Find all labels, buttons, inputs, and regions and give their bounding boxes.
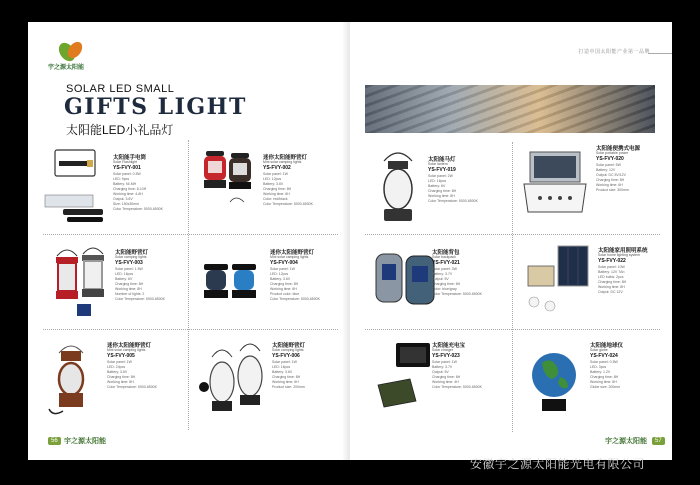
product-model: YS-FVY-002 bbox=[263, 165, 291, 171]
spec-line: Battery: 3.7V bbox=[432, 272, 453, 276]
product-title: 太阳能野营灯 bbox=[115, 250, 149, 256]
spec-line: Color: red/black bbox=[263, 197, 288, 201]
lantern-product-image bbox=[43, 337, 103, 427]
spec-line: Solar panel: 0.5W bbox=[590, 360, 618, 364]
spec-line: Charging time: 6H bbox=[432, 282, 461, 286]
product-card bbox=[198, 337, 343, 432]
product-subtitle: Solar charger bbox=[432, 348, 454, 352]
product-title: 太阳能便携式电源 bbox=[596, 146, 641, 152]
lantern-product-image bbox=[370, 147, 430, 232]
spec-line: Charging time: 8H bbox=[272, 375, 301, 379]
spec-line: Charging time: 8H bbox=[596, 178, 625, 182]
product-title: 太阳能手电筒 bbox=[113, 155, 147, 161]
solar-globe-product-image bbox=[520, 337, 590, 427]
camping-light-product-image bbox=[43, 242, 113, 327]
spec-line: Color Temperature: 5000-6500K bbox=[113, 207, 163, 211]
product-card bbox=[520, 242, 665, 327]
spec-line: Working time: 8H bbox=[115, 287, 142, 291]
flashlight-product-image bbox=[43, 147, 103, 232]
product-title: 太阳能地球仪 bbox=[590, 343, 624, 349]
spec-line: Charging time: 8H bbox=[590, 375, 619, 379]
product-specs bbox=[270, 267, 320, 302]
spec-line: Product color: blue bbox=[270, 292, 300, 296]
product-specs bbox=[263, 172, 313, 207]
product-card bbox=[520, 140, 665, 232]
product-model: YS-FVY-020 bbox=[596, 156, 624, 162]
spec-line: LED: 12pcs bbox=[263, 177, 282, 181]
product-card bbox=[43, 242, 188, 327]
product-specs bbox=[115, 267, 165, 302]
product-subtitle: Solar globe bbox=[590, 348, 608, 352]
spec-line: Output: DC 12V bbox=[598, 290, 623, 294]
spec-line: Charging time: 8H bbox=[598, 280, 627, 284]
product-subtitle: Mini solar camping lights bbox=[270, 255, 309, 259]
page-number: 56 bbox=[48, 437, 61, 445]
spec-line: Battery: 12V 7Ah bbox=[598, 270, 625, 274]
row-divider bbox=[43, 329, 338, 330]
spec-line: Battery: 12V bbox=[596, 168, 616, 172]
spec-line: Output: 5V bbox=[432, 277, 449, 281]
product-specs bbox=[432, 360, 482, 390]
spec-line: Working time: 6H bbox=[590, 380, 617, 384]
spec-line: Color Temperature: 5000-6500K bbox=[270, 297, 320, 301]
spec-line: Solar panel: 2W bbox=[428, 174, 453, 178]
solar-charger-product-image bbox=[370, 337, 440, 427]
product-model: YS-FVY-023 bbox=[432, 353, 460, 359]
product-model: YS-FVY-022 bbox=[598, 258, 626, 264]
product-subtitle: Solar camping lights bbox=[115, 255, 147, 259]
footer-brand: 宇之源太阳能 bbox=[605, 438, 647, 445]
product-subtitle: Solar portable power bbox=[596, 151, 629, 155]
spec-line: Charging time: 8-10H bbox=[113, 187, 147, 191]
spec-line: LED: 12pcs bbox=[270, 272, 289, 276]
spec-line: Size: 150x30mm bbox=[113, 202, 140, 206]
spec-line: Charging time: 8H bbox=[428, 189, 457, 193]
product-specs bbox=[113, 172, 163, 212]
product-specs bbox=[590, 360, 620, 390]
row-divider bbox=[365, 234, 660, 235]
column-divider bbox=[512, 142, 513, 432]
spec-line: Charging time: 6H bbox=[432, 375, 461, 379]
spec-line: Working time: 8H bbox=[428, 194, 455, 198]
spec-line: Battery: 1.2V bbox=[590, 370, 611, 374]
spec-line: Solar panel: 3W bbox=[432, 267, 457, 271]
product-subtitle: Solar home lighting system bbox=[598, 253, 641, 257]
spec-line: Product size: 300mm bbox=[596, 188, 629, 192]
product-title: 太阳能家用照明系统 bbox=[598, 248, 648, 254]
spec-line: Working time: 6H bbox=[263, 192, 290, 196]
spec-line: Battery: 3.6V bbox=[263, 182, 284, 186]
spec-line: Working time: 6H bbox=[596, 183, 623, 187]
solar-panel-hero-texture bbox=[365, 85, 655, 133]
product-specs bbox=[598, 265, 626, 295]
spec-line: Working time: 6H bbox=[270, 287, 297, 291]
product-specs bbox=[596, 163, 629, 193]
product-model: YS-FVY-006 bbox=[272, 353, 300, 359]
row-divider bbox=[43, 234, 338, 235]
spec-line: Solar panel: 1.5W bbox=[115, 267, 143, 271]
spec-line: Working time: 4H bbox=[432, 380, 459, 384]
spec-line: Solar panel: 1W bbox=[270, 267, 295, 271]
spec-line: Color Temperature: 5000-6500K bbox=[115, 297, 165, 301]
spec-line: Solar panel: 1W bbox=[272, 360, 297, 364]
spec-line: Battery: 3.6V bbox=[270, 277, 291, 281]
spec-line: Color Temperature: 5000-6500K bbox=[428, 199, 478, 203]
page-number: 57 bbox=[652, 437, 665, 445]
spec-line: Working time: 6H bbox=[272, 380, 299, 384]
catalog-right-page bbox=[350, 22, 672, 460]
spec-line: Solar panel: 1W bbox=[107, 360, 132, 364]
camping-light-product-image bbox=[198, 242, 268, 317]
spec-line: Solar panel: 0.5W bbox=[113, 172, 141, 176]
spec-line: Battery: 3.7V bbox=[432, 365, 453, 369]
product-subtitle: Solar Flashlight bbox=[113, 160, 138, 164]
spec-line: Battery: 6V bbox=[428, 184, 446, 188]
spec-line: LED: 16pcs bbox=[272, 365, 291, 369]
product-card bbox=[43, 147, 188, 232]
spec-line: Color Temperature: 5000-6500K bbox=[432, 292, 482, 296]
spec-line: Working time: 8H bbox=[107, 380, 134, 384]
product-model: YS-FVY-005 bbox=[107, 353, 135, 359]
product-title: 太阳能充电宝 bbox=[432, 343, 466, 349]
spec-line: Color Temperature: 5000-6500K bbox=[263, 202, 313, 206]
product-model: YS-FVY-021 bbox=[432, 260, 460, 266]
product-specs bbox=[272, 360, 305, 390]
company-watermark: 安徽宇之源太阳能光电有限公司 bbox=[470, 457, 646, 471]
catalog-title: GIFTS LIGHT bbox=[64, 94, 247, 120]
spec-line: Working time: 8H bbox=[598, 285, 625, 289]
product-model: YS-FVY-003 bbox=[115, 260, 143, 266]
spec-line: Output: DC 5V/12V bbox=[596, 173, 626, 177]
header-rule bbox=[648, 53, 672, 54]
spec-line: LED: 3pcs bbox=[590, 365, 607, 369]
camping-light-product-image bbox=[198, 147, 258, 222]
portable-power-product-image bbox=[520, 150, 590, 220]
spec-line: Charging time: 8H bbox=[270, 282, 299, 286]
spec-line: Battery: 6V bbox=[115, 277, 133, 281]
spec-line: LED bulbs: 2pcs bbox=[598, 275, 624, 279]
spec-line: Working time: 4-6H bbox=[113, 192, 143, 196]
spec-line: LED: 16pcs bbox=[115, 272, 134, 276]
spec-line: Number of lights: 2 bbox=[115, 292, 145, 296]
spec-line: Globe size: 200mm bbox=[590, 385, 621, 389]
product-subtitle: Mini solar camping lights bbox=[263, 160, 302, 164]
column-divider bbox=[188, 140, 189, 430]
product-title: 太阳能马灯 bbox=[428, 157, 456, 163]
spec-line: Output: 3.6V bbox=[113, 197, 133, 201]
spec-line: LED: 24pcs bbox=[107, 365, 126, 369]
spec-line: Color Temperature: 5000-6500K bbox=[432, 385, 482, 389]
product-subtitle: Solar camping lights bbox=[272, 348, 304, 352]
spec-line: LED: 9pcs bbox=[113, 177, 130, 181]
product-card bbox=[520, 337, 665, 432]
spec-line: Battery: 3.6V bbox=[272, 370, 293, 374]
catalog-left-page bbox=[28, 22, 350, 460]
header-slogan: 打造中国太阳能产业第一品牌 bbox=[578, 49, 650, 55]
spec-line: Battery: NI-MH bbox=[113, 182, 137, 186]
spec-line: Output: 5V bbox=[432, 370, 449, 374]
product-card bbox=[198, 242, 343, 327]
product-model: YS-FVY-024 bbox=[590, 353, 618, 359]
footer-brand: 宇之源太阳能 bbox=[64, 438, 106, 445]
product-card bbox=[370, 337, 510, 432]
product-card bbox=[370, 242, 510, 327]
catalog-subtitle: SOLAR LED SMALL bbox=[66, 83, 175, 95]
row-divider bbox=[365, 329, 660, 330]
home-lighting-system-product-image bbox=[520, 242, 595, 322]
spec-line: Solar panel: 5W bbox=[596, 163, 621, 167]
product-model: YS-FVY-001 bbox=[113, 165, 141, 171]
spec-line: LED: 16pcs bbox=[428, 179, 447, 183]
product-subtitle: Mini solar camping lights bbox=[107, 348, 146, 352]
product-title: 迷你太阳能野营灯 bbox=[270, 250, 315, 256]
spec-line: Product size: 200mm bbox=[272, 385, 305, 389]
product-card bbox=[370, 147, 510, 232]
product-title: 迷你太阳能野营灯 bbox=[263, 155, 308, 161]
product-card bbox=[43, 337, 188, 432]
brand-logo-text: 宇之源太阳能 bbox=[48, 65, 85, 71]
product-model: YS-FVY-004 bbox=[270, 260, 298, 266]
spec-line: Charging time: 8H bbox=[263, 187, 292, 191]
product-specs bbox=[432, 267, 482, 297]
product-subtitle: Solar lantern bbox=[428, 162, 448, 166]
product-specs bbox=[428, 174, 478, 204]
solar-backpack-product-image bbox=[370, 242, 440, 322]
product-model: YS-FVY-019 bbox=[428, 167, 456, 173]
spec-line: Charging time: 8H bbox=[115, 282, 144, 286]
product-subtitle: Solar backpack bbox=[432, 255, 456, 259]
spec-line: Battery: 3.6V bbox=[107, 370, 128, 374]
spec-line: Color: blue/gray bbox=[432, 287, 457, 291]
product-title: 太阳能野营灯 bbox=[272, 343, 306, 349]
product-title: 迷你太阳能野营灯 bbox=[107, 343, 152, 349]
catalog-title-cn: 太阳能LED小礼品灯 bbox=[66, 123, 174, 137]
spec-line: Solar panel: 10W bbox=[598, 265, 625, 269]
spec-line: Solar panel: 1W bbox=[263, 172, 288, 176]
product-title: 太阳能背包 bbox=[432, 250, 460, 256]
brand-logo-icon bbox=[58, 38, 84, 64]
spec-line: Color Temperature: 5000-6500K bbox=[107, 385, 157, 389]
spec-line: Charging time: 8H bbox=[107, 375, 136, 379]
spec-line: Solar panel: 1W bbox=[432, 360, 457, 364]
product-specs bbox=[107, 360, 157, 390]
lantern-product-image bbox=[198, 337, 273, 427]
product-card bbox=[198, 147, 343, 232]
